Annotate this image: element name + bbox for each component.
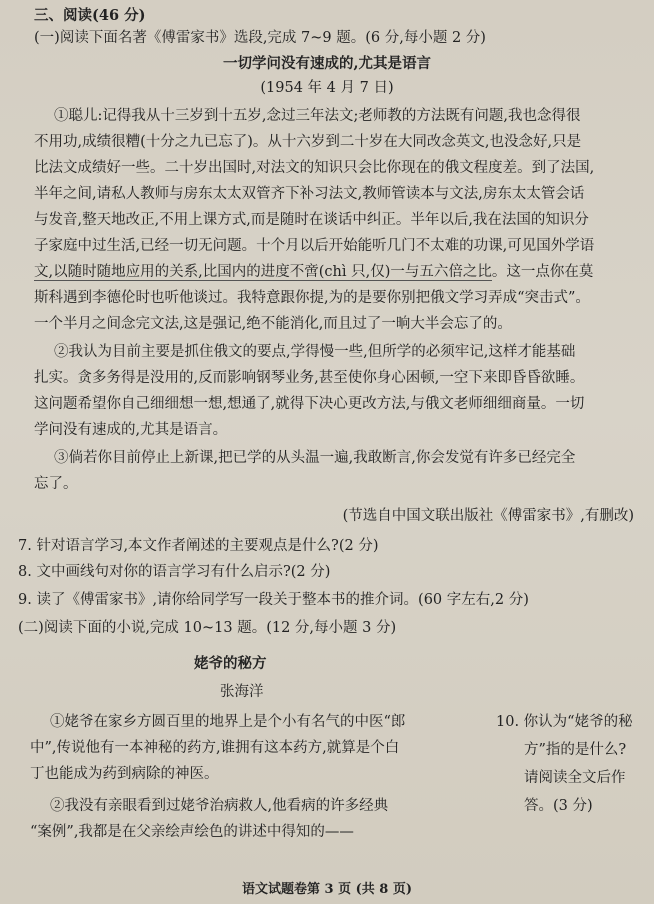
story-p2-line2: “案例”,我都是在父亲绘声绘色的讲述中得知的—— bbox=[30, 824, 354, 840]
question-10-line3: 请阅读全文后作 bbox=[524, 770, 626, 786]
letter-p2-line2: 扎实。贪多务得是没用的,反而影响钢琴业务,甚至使你身心困顿,一空下来即昏昏欲睡。 bbox=[34, 370, 585, 386]
letter-p3-line1: ③倘若你目前停止上新课,把已学的从头温一遍,我敢断言,你会发觉有许多已经完全 bbox=[54, 450, 576, 466]
question-10-line4: 答。(3 分) bbox=[524, 798, 593, 814]
story-title: 姥爷的秘方 bbox=[194, 655, 267, 672]
section-header: 三、阅读(46 分) bbox=[34, 7, 146, 24]
letter-source: (节选自中国文联出版社《傅雷家书》,有删改) bbox=[342, 508, 634, 524]
question-10-line2: 方”指的是什么? bbox=[524, 742, 627, 758]
part1-intro: (一)阅读下面名著《傅雷家书》选段,完成 7~9 题。(6 分,每小题 2 分) bbox=[34, 30, 486, 46]
part2-intro: (二)阅读下面的小说,完成 10~13 题。(12 分,每小题 3 分) bbox=[18, 620, 397, 636]
question-10-line1: 10. 你认为“姥爷的秘 bbox=[496, 714, 633, 730]
story-p1-line1: ①姥爷在家乡方圆百里的地界上是个小有名气的中医“郎 bbox=[50, 714, 406, 730]
letter-p2-line3: 这问题希望你自己细细想一想,想通了,就得下决心更改方法,与俄文老师细细商量。一切 bbox=[34, 396, 585, 412]
letter-date: (1954 年 4 月 7 日) bbox=[260, 80, 394, 96]
story-p1-line3: 丁也能成为药到病除的神医。 bbox=[30, 766, 219, 782]
letter-p2-line4: 学问没有速成的,尤其是语言。 bbox=[34, 422, 228, 438]
story-p1-line2: 中”,传说他有一本神秘的药方,谁拥有这本药方,就算是个白 bbox=[30, 740, 400, 756]
letter-p1-line7-rest: 。这一点你在莫 bbox=[491, 264, 594, 280]
letter-p3-line2: 忘了。 bbox=[34, 476, 78, 492]
underlined-sentence: 文,以随时随地应用的关系,比国内的进度不啻(chì 只,仅)一与五六倍之比 bbox=[34, 264, 492, 280]
story-p2-line1: ②我没有亲眼看到过姥爷治病救人,他看病的许多经典 bbox=[50, 798, 389, 814]
question-7: 7. 针对语言学习,本文作者阐述的主要观点是什么?(2 分) bbox=[18, 538, 379, 554]
letter-p1-line7 bbox=[34, 262, 654, 282]
question-8: 8. 文中画线句对你的语言学习有什么启示?(2 分) bbox=[18, 564, 331, 580]
letter-p1-line8: 斯科遇到李德伦时也听他谈过。我特意跟你提,为的是要你别把俄文学习弄成“突击式”。 bbox=[34, 290, 590, 306]
letter-p1-line3: 比法文成绩好一些。二十岁出国时,对法文的知识只会比你现在的俄文程度差。到了法国, bbox=[34, 160, 595, 176]
letter-p1-line2: 不用功,成绩很糟(十分之九已忘了)。从十六岁到二十岁在大同改念英文,也没念好,只是 bbox=[34, 134, 582, 150]
letter-title: 一切学问没有速成的,尤其是语言 bbox=[222, 55, 432, 72]
question-9: 9. 读了《傅雷家书》,请你给同学写一段关于整本书的推介词。(60 字左右,2 分) bbox=[18, 592, 529, 608]
page-footer: 语文试题卷第 3 页 (共 8 页) bbox=[241, 882, 413, 897]
letter-p1-line4: 半年之间,请私人教师与房东太太双管齐下补习法文,教师管读本与文法,房东太太管会话 bbox=[34, 186, 585, 202]
letter-p2-line1: ②我认为目前主要是抓住俄文的要点,学得慢一些,但所学的必须牢记,这样才能基础 bbox=[54, 344, 576, 360]
letter-p1-line9: 一个半月之间念完文法,这是强记,绝不能消化,而且过了一晌大半会忘了的。 bbox=[34, 316, 512, 332]
letter-p1-line6: 子家庭中过生活,已经一切无问题。十个月以后开始能听几门不太难的功课,可见国外学语 bbox=[34, 238, 595, 254]
question-10 bbox=[496, 708, 646, 820]
letter-p1-line1: ①聪儿:记得我从十三岁到十五岁,念过三年法文;老师教的方法既有问题,我也念得很 bbox=[54, 108, 581, 124]
letter-p1-line5: 与发音,整天地改正,不用上课方式,而是随时在谈话中纠正。半年以后,我在法国的知识分 bbox=[34, 212, 589, 228]
story-author: 张海洋 bbox=[220, 684, 264, 700]
